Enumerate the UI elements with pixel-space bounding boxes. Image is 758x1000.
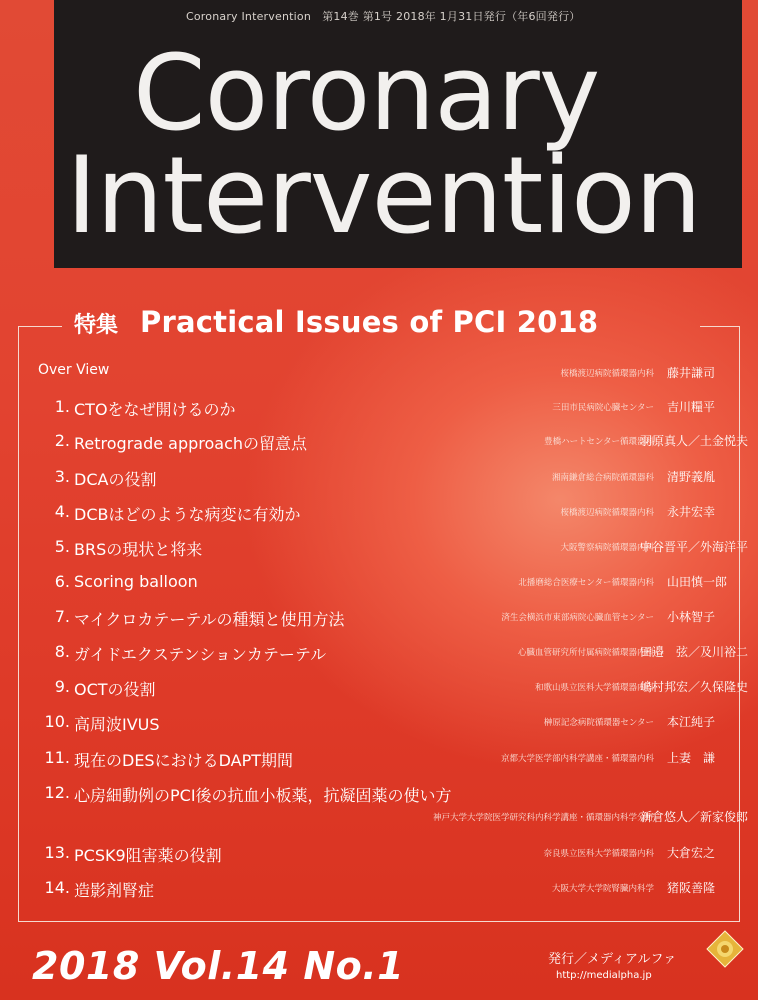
- item-affiliation: 北播磨総合医療センター循環器内科: [518, 578, 654, 588]
- publisher-url: http://medialpha.jp: [556, 970, 652, 981]
- item-number: 3.: [54, 467, 70, 486]
- item-authors: 吉川糧平: [667, 400, 716, 414]
- item-authors: 中谷晋平／外海洋平: [639, 540, 748, 554]
- item-affiliation: 大阪大学大学院腎臓内科学: [551, 884, 654, 894]
- list-item: [0, 607, 758, 633]
- list-item: [0, 677, 758, 703]
- item-affiliation: 済生会横浜市東部病院心臓血管センター: [501, 613, 654, 623]
- item-title: 高周波IVUS: [74, 715, 160, 734]
- item-authors: 清野義胤: [667, 470, 716, 484]
- item-number: 5.: [54, 537, 70, 556]
- item-authors: 小林智子: [667, 610, 716, 624]
- list-item: [0, 431, 758, 457]
- item-authors: 田邉 弦／及川裕二: [639, 645, 748, 659]
- item-authors: 羽原真人／土金悦夫: [639, 434, 748, 448]
- item-number: 8.: [54, 642, 70, 661]
- item-affiliation: 三田市民病院心臓センター: [552, 403, 654, 413]
- item-title: 造影剤腎症: [74, 881, 155, 900]
- list-item-continued: [0, 807, 758, 833]
- item-affiliation: 豊橋ハートセンター循環器科: [544, 437, 654, 447]
- item-number: 13.: [44, 843, 70, 862]
- list-item: [0, 712, 758, 738]
- item-affiliation: 奈良県立医科大学循環器内科: [543, 849, 654, 859]
- item-number: 7.: [54, 607, 70, 626]
- overview-affiliation: 桜橋渡辺病院循環器内科: [560, 369, 654, 379]
- item-affiliation: 桜橋渡辺病院循環器内科: [560, 508, 654, 518]
- overview-label: Over View: [38, 362, 110, 378]
- item-affiliation: 京都大学医学部内科学講座・循環器内科: [500, 754, 654, 764]
- item-number: 12.: [44, 783, 70, 802]
- item-title: OCTの役割: [74, 680, 156, 699]
- list-item: [0, 843, 758, 869]
- item-authors: 嶋村邦宏／久保隆史: [639, 680, 748, 694]
- feature-label: 特集: [74, 313, 119, 338]
- list-item: [0, 642, 758, 668]
- item-affiliation: 和歌山県立医科大学循環器内科: [534, 683, 654, 693]
- item-authors: 本江純子: [667, 715, 716, 729]
- list-item: [0, 748, 758, 774]
- item-title: PCSK9阻害薬の役割: [74, 846, 222, 865]
- item-number: 2.: [54, 431, 70, 450]
- item-affiliation: 湘南鎌倉総合病院循環器科: [551, 473, 654, 483]
- item-number: 11.: [44, 748, 70, 767]
- volume-number: 2018 Vol.14 No.1: [32, 944, 405, 988]
- item-number: 1.: [54, 397, 70, 416]
- item-authors: 猪阪善隆: [667, 881, 716, 895]
- list-item: [0, 783, 758, 809]
- overview-author: 藤井謙司: [667, 366, 716, 380]
- list-item: [0, 572, 758, 598]
- issue-info: Coronary Intervention 第14巻 第1号 2018年 1月31日発行（年6回発行）: [186, 10, 581, 23]
- list-item: [0, 467, 758, 493]
- item-authors: 大倉宏之: [667, 846, 716, 860]
- item-affiliation: 榊原記念病院循環器センター: [543, 718, 654, 728]
- item-number: 4.: [54, 502, 70, 521]
- item-title: ガイドエクステンションカテーテル: [74, 645, 327, 664]
- medialpha-logo-icon: [706, 930, 744, 968]
- list-item: [0, 397, 758, 423]
- item-affiliation: 心臓血管研究所付属病院循環器内科: [517, 648, 654, 658]
- list-item: [0, 878, 758, 904]
- feature-title: Practical Issues of PCI 2018: [140, 305, 599, 339]
- journal-title-line-2: Intervention: [66, 134, 701, 257]
- item-number: 10.: [44, 712, 70, 731]
- item-title: Retrograde approachの留意点: [74, 434, 308, 453]
- item-title: Scoring balloon: [74, 572, 198, 591]
- journal-title-line-1: Coronary: [133, 32, 600, 154]
- overview-row: [0, 363, 758, 389]
- item-number: 14.: [44, 878, 70, 897]
- publisher: 発行／メディアルファ: [548, 952, 677, 967]
- item-title: DCAの役割: [74, 470, 157, 489]
- list-item: [0, 502, 758, 528]
- item-number: 6.: [54, 572, 70, 591]
- item-authors: 山田慎一郎: [667, 575, 728, 589]
- feature-heading: [74, 305, 598, 339]
- item-title: 心房細動例のPCI後の抗血小板薬，抗凝固薬の使い方: [74, 786, 452, 805]
- item-title: マイクロカテーテルの種類と使用方法: [74, 610, 345, 629]
- item-title: 現在のDESにおけるDAPT期間: [74, 751, 293, 770]
- item-number: 9.: [54, 677, 70, 696]
- item-authors: 上妻 謙: [667, 751, 716, 765]
- item-title: DCBはどのような病変に有効か: [74, 505, 301, 524]
- list-item: [0, 537, 758, 563]
- item-affiliation: 大阪警察病院循環器内科: [560, 543, 654, 553]
- item-authors: 新倉悠人／新家俊郎: [639, 810, 748, 824]
- item-title: CTOをなぜ開けるのか: [74, 400, 236, 419]
- item-title: BRSの現状と将来: [74, 540, 203, 559]
- item-affiliation: 神戸大学大学院医学研究科内科学講座・循環器内科学分野: [432, 813, 654, 823]
- item-authors: 永井宏幸: [667, 505, 716, 519]
